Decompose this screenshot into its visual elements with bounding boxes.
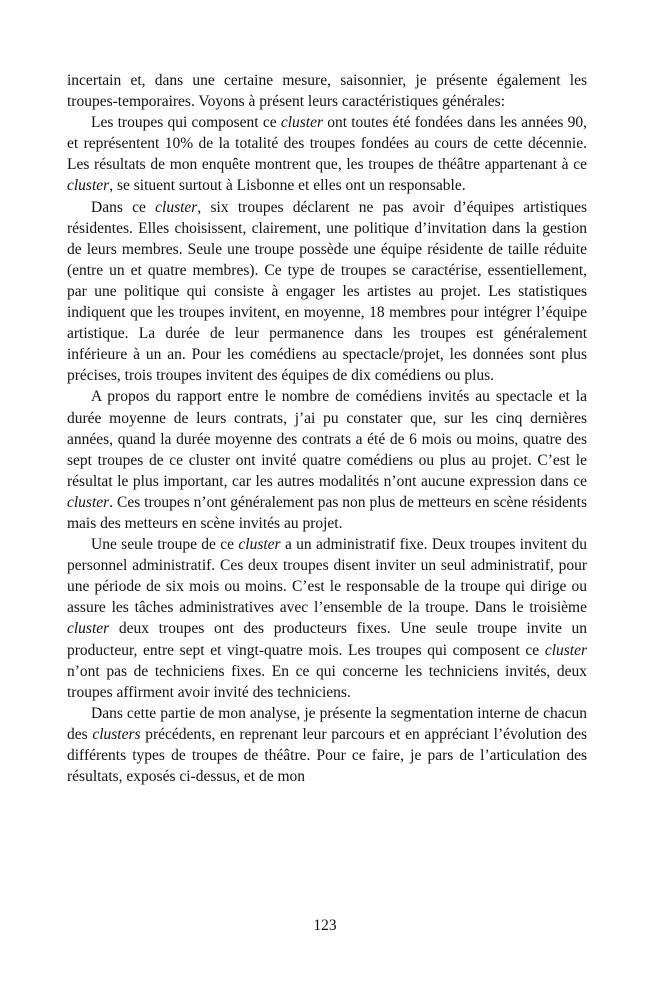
text-run: , se situent surtout à Lisbonne et elles ont un responsable. — [109, 177, 466, 195]
text-run: Dans ce — [91, 198, 156, 216]
italic-term: cluster — [67, 620, 110, 638]
italic-term: clusters — [92, 725, 141, 743]
text-run: , six troupes déclarent ne pas avoir d’équipes artistiques résidentes. Elles choisissent, clairement, une politique d’invitation dans la gestion de leurs membres. Seule une troupe possède une équipe résidente de taille réduite (entre un et quatre membres). Ce type de troupes se caractérise, essentiellement, par une politique qui consiste à engager les artistes au projet. Les statistiques indiquent que les troupes invitent, en moyenne, 18 membres pour intégrer l’équipe artistique. La durée de leur permanence dans les troupes est généralement inférieure à un an. Pour les comédiens au spectacle/projet, les données sont plus précises, trois troupes invitent des équipes de dix comédiens ou plus. — [67, 198, 587, 385]
italic-term: cluster — [67, 177, 110, 195]
page-number: 123 — [313, 917, 337, 934]
text-run: incertain et, dans une certaine mesure, saisonnier, je présente également les troupes-temporaires. Voyons à présent leurs caractéristiques générales: — [67, 72, 587, 111]
page-body — [67, 70, 587, 787]
paragraph-1 — [67, 70, 587, 112]
text-run: a un administratif fixe. Deux troupes invitent du personnel administratif. Ces deux troupes disent inviter un seul administratif, pour une période de six mois ou moins. C’est le responsable de la troupe qui dirige ou assure les tâches administratives avec l’ensemble de la troupe. Dans le troisième — [67, 536, 587, 617]
italic-term: cluster — [155, 198, 198, 216]
text-run: deux troupes ont des producteurs fixes. Une seule troupe invite un producteur, entre sept et vingt-quatre mois. Les troupes qui composent ce — [67, 620, 587, 659]
paragraph-4 — [67, 386, 587, 534]
text-run: ont toutes été fondées dans les années 90, et représentent 10% de la totalité des troupes fondées au cours de cette décennie. Les résultats de mon enquête montrent que, les troupes de théâtre appartenant à ce — [67, 114, 587, 174]
text-run: Une seule troupe de ce — [91, 536, 239, 554]
text-run: Dans cette partie de mon analyse, je présente la segmentation interne de chacun des — [67, 704, 587, 743]
italic-term: cluster — [238, 536, 281, 554]
text-run: précédents, en reprenant leur parcours et en appréciant l’évolution des différents types de troupes de théâtre. Pour ce faire, je pars de l’articulation des résultats, exposés ci-dessus, et de mon — [67, 725, 587, 786]
paragraph-5 — [67, 534, 587, 703]
italic-term: cluster — [67, 493, 110, 511]
italic-term: cluster — [544, 641, 587, 659]
text-run: . Ces troupes n’ont généralement pas non plus de metteurs en scène résidents mais des metteurs en scène invités au projet. — [67, 493, 587, 532]
paragraph-6 — [67, 703, 587, 787]
text-run: A propos du rapport entre le nombre de comédiens invités au spectacle et la durée moyenne de leurs contrats, j’ai pu constater que, sur les cinq dernières années, quand la durée moyenne des contrats a été de 6 mois ou moins, quatre des sept troupes de ce cluster ont invité quatre comédiens ou plus au projet. C’est le résultat le plus important, car les autres modalités n’ont aucune expression dans ce — [67, 388, 587, 490]
paragraph-2 — [67, 112, 587, 196]
italic-term: cluster — [280, 114, 323, 132]
paragraph-3 — [67, 197, 587, 387]
text-run: Les troupes qui composent ce — [91, 114, 281, 132]
text-run: n’ont pas de techniciens fixes. En ce qui concerne les techniciens invités, deux troupes affirment avoir invité des techniciens. — [67, 662, 587, 701]
